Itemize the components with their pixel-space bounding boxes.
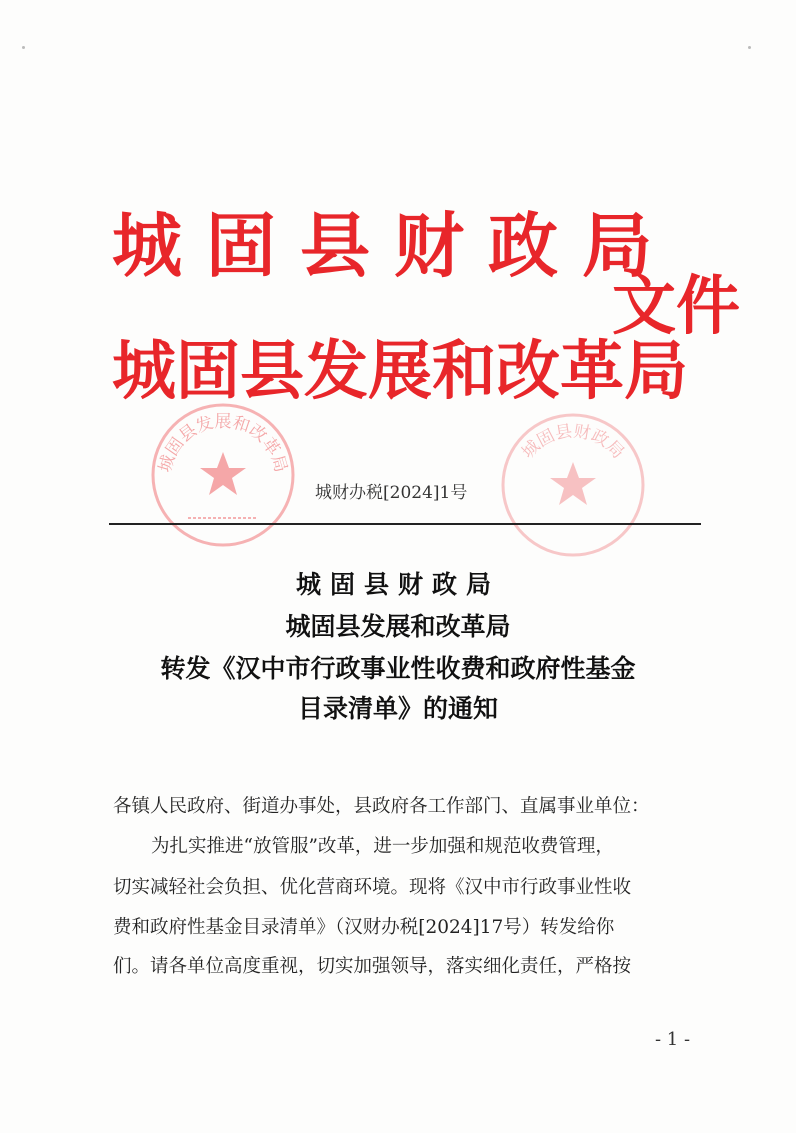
- body-line: 们。请各单位高度重视，切实加强领导，落实细化责任，严格按: [113, 956, 632, 977]
- header-document-word: 文件: [612, 269, 740, 344]
- title-line-4: 目录清单》的通知: [297, 694, 498, 723]
- header-issuer-finance: 城固县财政局: [112, 204, 676, 287]
- page-number: - 1 -: [655, 1029, 691, 1050]
- body-line: 为扎实推进“放管服”改革，进一步加强和规范收费管理，: [151, 836, 614, 857]
- official-seal-left: [148, 400, 298, 550]
- title-line-2: 城固县发展和改革局: [285, 612, 511, 641]
- scan-speck: [748, 46, 751, 49]
- official-seal-right: [498, 410, 648, 560]
- body-line: 费和政府性基金目录清单》（汉财办税[2024]17号）转发给你: [113, 917, 615, 938]
- header-divider: [109, 523, 701, 525]
- title-line-1: 城固县财政局: [295, 570, 500, 599]
- scan-speck: [22, 46, 25, 49]
- salutation: 各镇人民政府、街道办事处，县政府各工作部门、直属事业单位：: [113, 796, 650, 817]
- header-issuer-development: 城固县发展和改革局: [112, 334, 688, 409]
- seal-right-text: 城固县财政局: [518, 421, 628, 463]
- body-line: 切实减轻社会负担、优化营商环境。现将《汉中市行政事业性收: [113, 877, 632, 898]
- seal-left-text: 城固县发展和改革局: [155, 412, 291, 475]
- document-number: 城财办税[2024]1号: [315, 483, 468, 503]
- title-line-3: 转发《汉中市行政事业性收费和政府性基金: [160, 654, 636, 683]
